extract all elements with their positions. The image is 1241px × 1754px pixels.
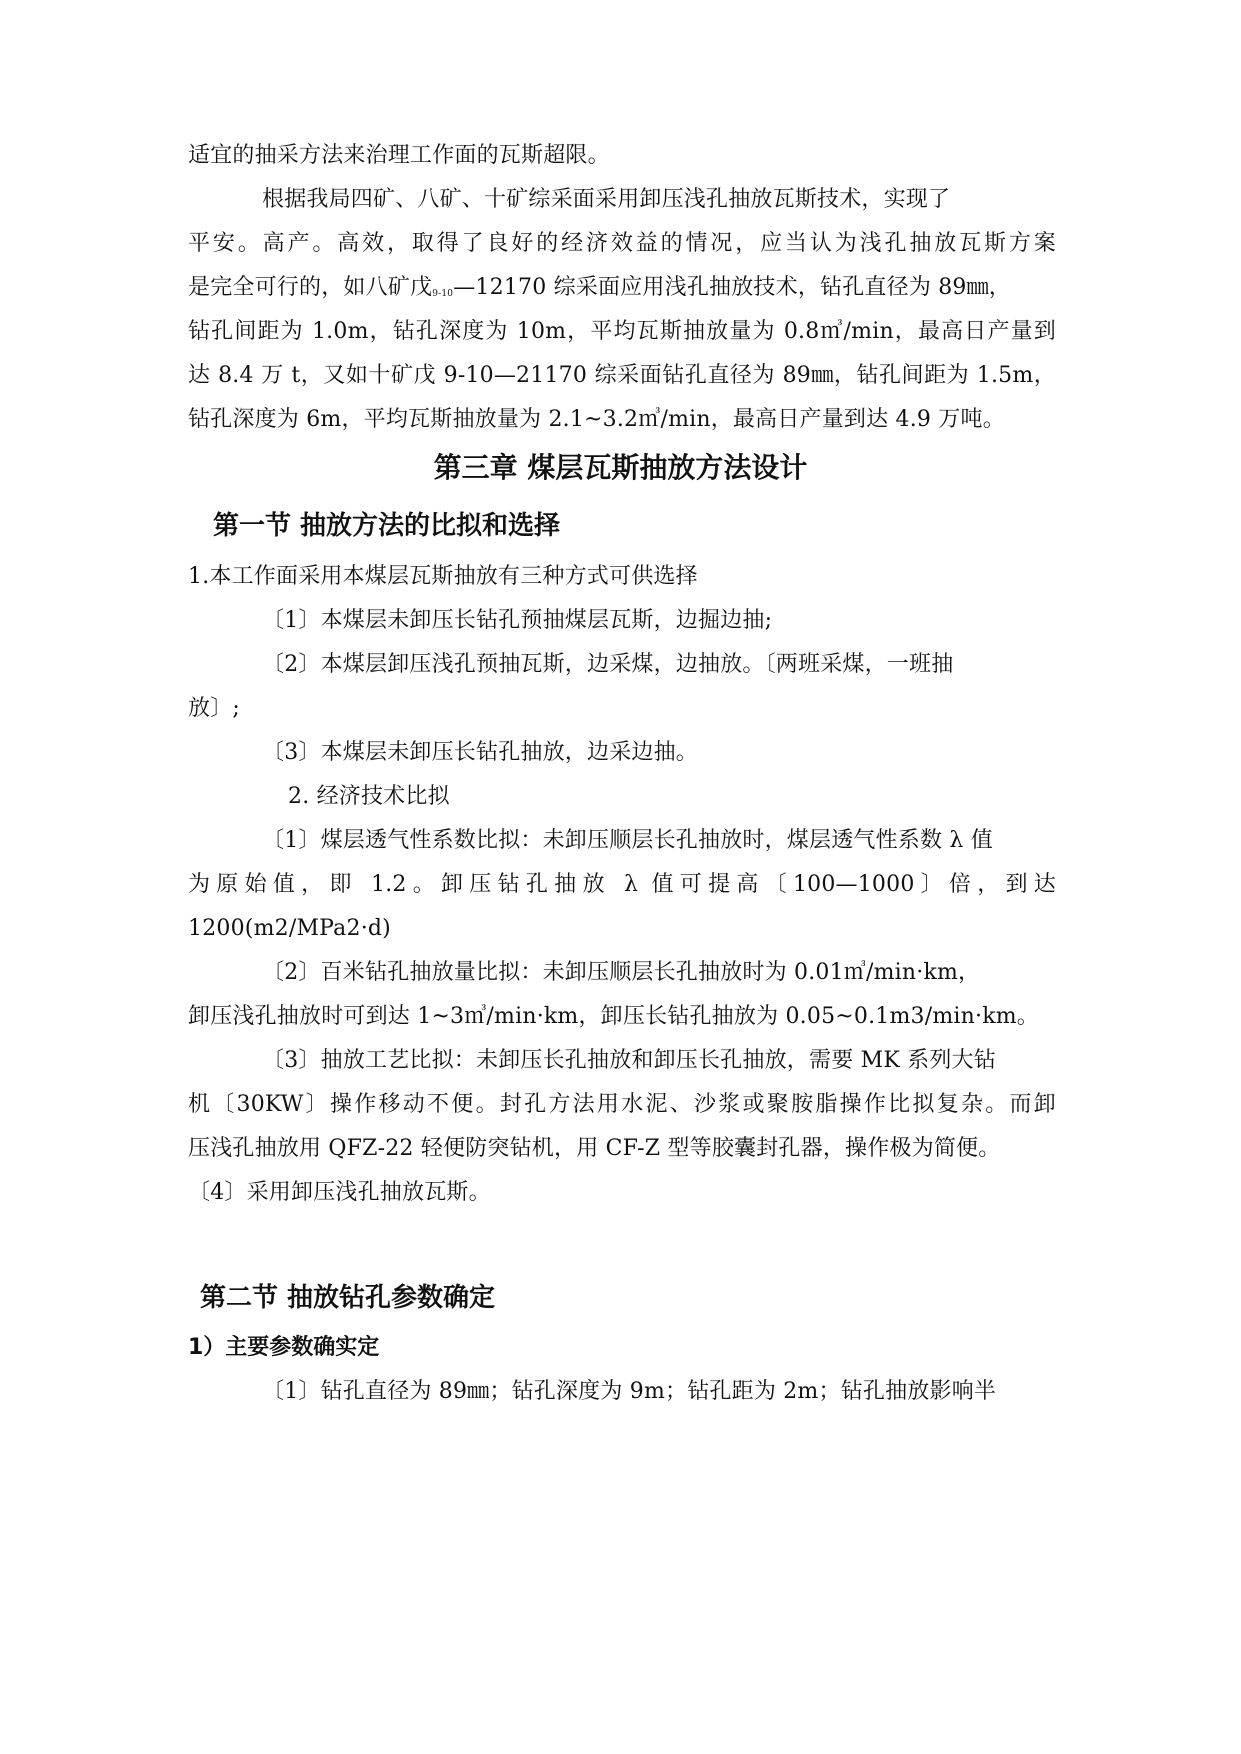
subscript: 9-10 [432, 289, 454, 299]
paragraph-line: 平安。高产。高效，取得了良好的经济效益的情况，应当认为浅孔抽放瓦斯方案 [188, 231, 1056, 256]
paragraph-line: 放〕; [188, 696, 241, 721]
paragraph-line: 根据我局四矿、八矿、十矿综采面采用卸压浅孔抽放瓦斯技术，实现了 [262, 187, 951, 212]
chapter-title: 第三章 煤层瓦斯抽放方法设计 [433, 451, 808, 484]
paragraph-line: 1200(m2/MPa2·d) [188, 916, 391, 941]
paragraph-line: 适宜的抽采方法来治理工作面的瓦斯超限。 [188, 143, 610, 168]
paragraph-line: 钻孔深度为 6m，平均瓦斯抽放量为 2.1~3.2㎥/min，最高日产量到达 4.9 万吨。 [188, 407, 1005, 432]
paragraph-line: 〔1〕钻孔直径为 89㎜；钻孔深度为 9m；钻孔距为 2m；钻孔抽放影响半 [262, 1379, 997, 1404]
paragraph-line: 卸压浅孔抽放时可到达 1~3㎥/min·km，卸压长钻孔抽放为 0.05~0.1m3/min·km。 [188, 1004, 1040, 1029]
paragraph-line: 〔3〕本煤层未卸压长钻孔抽放，边采边抽。 [262, 740, 698, 765]
text-run: 是完全可行的，如八矿戊 [188, 275, 433, 300]
paragraph-line: 为原始值，即 1.2。卸压钻孔抽放 λ 值可提高〔100—1000〕倍，到达 [188, 872, 1056, 897]
paragraph-line [188, 273, 1011, 309]
paragraph-line: 达 8.4 万 t，又如十矿戊 9-10—21170 综采面钻孔直径为 89㎜，钻孔间距为 1.5m， [188, 363, 1056, 388]
paragraph-line: 〔3〕抽放工艺比拟：未卸压长孔抽放和卸压长孔抽放，需要 MK 系列大钻 [262, 1048, 996, 1073]
section-title: 第二节 抽放钻孔参数确定 [200, 1283, 496, 1313]
paragraph-line: 1.本工作面采用本煤层瓦斯抽放有三种方式可供选择 [188, 564, 698, 589]
paragraph-line: 机〔30KW〕操作移动不便。封孔方法用水泥、沙浆或聚胺脂操作比拟复杂。而卸 [188, 1092, 1056, 1117]
paragraph-line: 〔2〕本煤层卸压浅孔预抽瓦斯，边采煤，边抽放。〔两班采煤，一班抽 [262, 652, 954, 677]
paragraph-line: 〔2〕百米钻孔抽放量比拟：未卸压顺层长孔抽放时为 0.01㎥/min·km， [262, 960, 981, 985]
paragraph-line: 〔1〕本煤层未卸压长钻孔预抽煤层瓦斯，边掘边抽; [262, 608, 773, 633]
paragraph-line: 2. 经济技术比拟 [288, 784, 450, 809]
paragraph-line: 〔1〕煤层透气性系数比拟：未卸压顺层长孔抽放时，煤层透气性系数 λ 值 [262, 828, 993, 853]
subheading: 1）主要参数确实定 [188, 1335, 380, 1360]
paragraph-line: 〔4〕采用卸压浅孔抽放瓦斯。 [188, 1180, 491, 1205]
paragraph-line: 压浅孔抽放用 QFZ-22 轻便防突钻机，用 CF-Z 型等胶囊封孔器，操作极为简便。 [188, 1136, 1001, 1161]
text-run: —12170 综采面应用浅孔抽放技术，钻孔直径为 89㎜， [453, 275, 1012, 300]
paragraph-line: 钻孔间距为 1.0m，钻孔深度为 10m，平均瓦斯抽放量为 0.8㎥/min，最高日产量到 [188, 319, 1056, 344]
section-title: 第一节 抽放方法的比拟和选择 [213, 511, 561, 541]
